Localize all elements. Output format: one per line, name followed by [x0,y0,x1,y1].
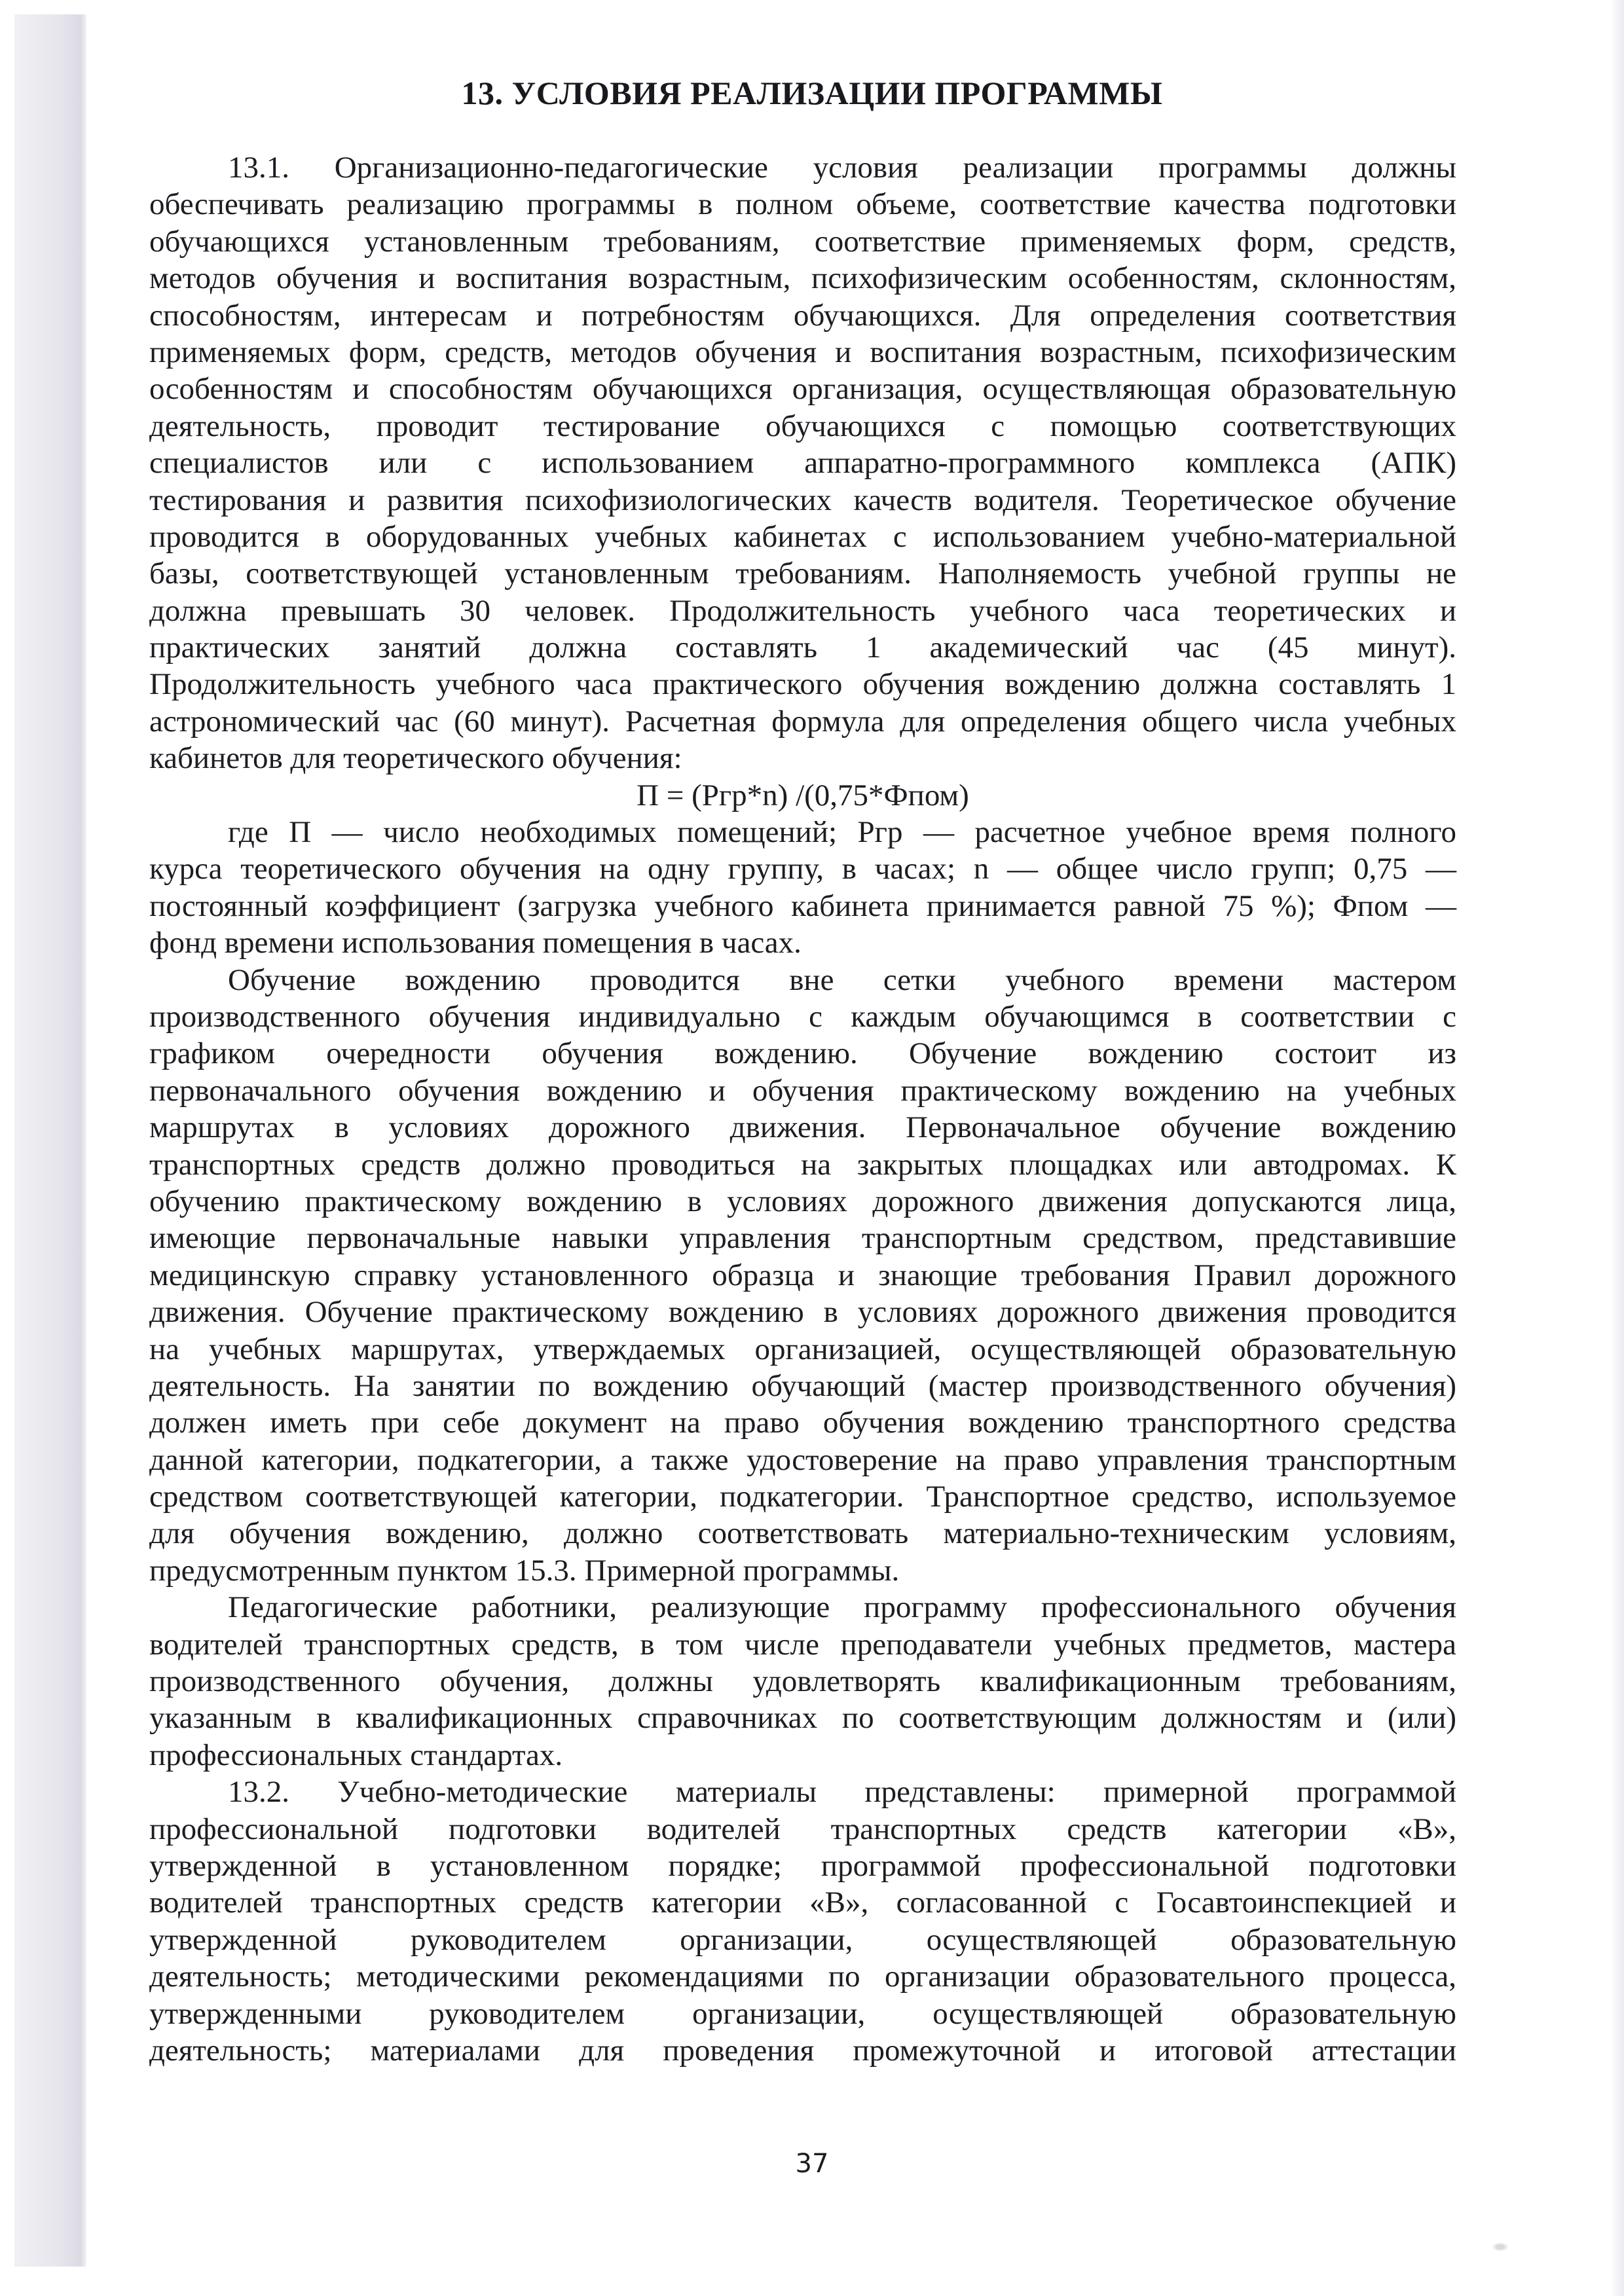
text-line: применяемых форм, средств, методов обучения и воспитания возрастным, психофизическим [149,335,1456,369]
text-line: на учебных маршрутах, утверждаемых организацией, осуществляющей образовательную [149,1332,1456,1366]
text-line: предусмотренным пунктом 15.3. Примерной программы. [149,1553,900,1588]
paragraph-formula-legend [149,814,1456,962]
text-line: производственного обучения индивидуально с каждым обучающимся в соответствии с [149,999,1456,1034]
text-line: деятельность. На занятии по вождению обучающий (мастер производственного обучения) [149,1368,1456,1403]
text-line: специалистов или с использованием аппаратно-программного комплекса (АПК) [149,446,1456,481]
text-line: утвержденной руководителем организации, осуществляющей образовательную [149,1922,1456,1957]
text-line: особенностям и способностям обучающихся организация, осуществляющая образовательную [149,372,1456,407]
formula [149,777,1456,814]
text-line: деятельность, проводит тестирование обучающихся с помощью соответствующих [149,409,1456,443]
text-line: средством соответствующей категории, подкатегории. Транспортное средство, используемое [149,1480,1456,1514]
text-line: должна превышать 30 человек. Продолжительность учебного часа теоретических и [149,593,1456,628]
text-line: должен иметь при себе документ на право обучения вождению транспортного средства [149,1406,1456,1440]
text-line: кабинетов для теоретического обучения: [149,741,682,776]
text-line: тестирования и развития психофизиологических качеств водителя. Теоретическое обучение [149,483,1456,517]
text-line: обучению практическому вождению в условиях дорожного движения допускаются лица, [149,1184,1456,1218]
text-line: водителей транспортных средств, в том числе преподаватели учебных предметов, мастера [149,1627,1456,1662]
text-line: имеющие первоначальные навыки управления транспортным средством, представившие [149,1221,1456,1256]
text-line: Продолжительность учебного часа практического обучения вождению должна составлять 1 [149,667,1456,702]
text-line: методов обучения и воспитания возрастным, психофизическим особенностям, склонностям, [149,261,1456,296]
paragraph-13-1 [149,149,1456,777]
page-edge-shadow [1610,0,1624,2296]
text-line: обучающихся установленным требованиям, соответствие применяемых форм, средств, [149,224,1456,259]
text-line: указанным в квалификационных справочниках по соответствующим должностям и (или) [149,1701,1456,1736]
text-line: практических занятий должна составлять 1 академический час (45 минут). [149,630,1456,665]
text-line: профессиональной подготовки водителей транспортных средств категории «В», [149,1812,1456,1846]
text-line: где П — число необходимых помещений; Ргр — расчетное учебное время полного [228,815,1456,850]
text-line: деятельность; материалами для проведения промежуточной и итоговой аттестации [149,2033,1456,2068]
text-line: 13.2. Учебно-методические материалы представлены: примерной программой [228,1775,1456,1810]
text-line: производственного обучения, должны удовлетворять квалификационным требованиям, [149,1664,1456,1699]
text-line: транспортных средств должно проводиться на закрытых площадках или автодромах. К [149,1147,1456,1182]
binding-shadow [14,14,86,2267]
text-line: медицинскую справку установленного образца и знающие требования Правил дорожного [149,1258,1456,1292]
text-line: базы, соответствующей установленным требованиям. Наполняемость учебной группы не [149,556,1456,591]
text-line: первоначального обучения вождению и обучения практическому вождению на учебных [149,1073,1456,1108]
text-line: 13.1. Организационно-педагогические условия реализации программы должны [228,151,1456,185]
text-line: астрономический час (60 минут). Расчетная формула для определения общего числа учебных [149,704,1456,738]
text-line: водителей транспортных средств категории «В», согласованной с Госавтоинспекцией и [149,1886,1456,1920]
text-line: Педагогические работники, реализующие программу профессионального обучения [228,1590,1456,1625]
text-line: маршрутах в условиях дорожного движения. Первоначальное обучение вождению [149,1110,1456,1145]
text-line: деятельность; методическими рекомендациями по организации образовательного процесса, [149,1959,1456,1994]
formula-line: П = (Ргр*n) /(0,75*Фпом) [637,778,969,812]
text-line: фонд времени использования помещения в часах. [149,926,802,960]
paragraph-13-2 [149,1774,1456,2069]
text-line: проводится в оборудованных учебных кабинетах с использованием учебно-материальной [149,519,1456,554]
paragraph-teachers [149,1589,1456,1774]
section-title: 13. УСЛОВИЯ РЕАЛИЗАЦИИ ПРОГРАММЫ [461,75,1163,111]
text-line: для обучения вождению, должно соответствовать материально-техническим условиям, [149,1516,1456,1551]
text-line: движения. Обучение практическому вождению в условиях дорожного движения проводится [149,1295,1456,1330]
text-line: обеспечивать реализацию программы в полном объеме, соответствие качества подготовки [149,187,1456,222]
paragraph-driving-training [149,962,1456,1590]
text-line: утвержденной в установленном порядке; программой профессиональной подготовки [149,1848,1456,1883]
text-line: курса теоретического обучения на одну группу, в часах; n — общее число групп; 0,75 — [149,852,1456,886]
text-line: данной категории, подкатегории, а также удостоверение на право управления транспортным [149,1442,1456,1477]
scan-speck [1492,2242,1509,2251]
page-number: 37 [795,2149,829,2179]
document-body [149,149,1456,2069]
text-line: утвержденными руководителем организации, осуществляющей образовательную [149,1996,1456,2031]
text-line: Обучение вождению проводится вне сетки учебного времени мастером [228,962,1456,997]
text-line: графиком очередности обучения вождению. Обучение вождению состоит из [149,1036,1456,1071]
text-line: способностям, интересам и потребностям обучающихся. Для определения соответствия [149,298,1456,333]
text-line: профессиональных стандартах. [149,1738,563,1772]
text-line: постоянный коэффициент (загрузка учебного кабинета принимается равной 75 %); Фпом — [149,888,1456,923]
